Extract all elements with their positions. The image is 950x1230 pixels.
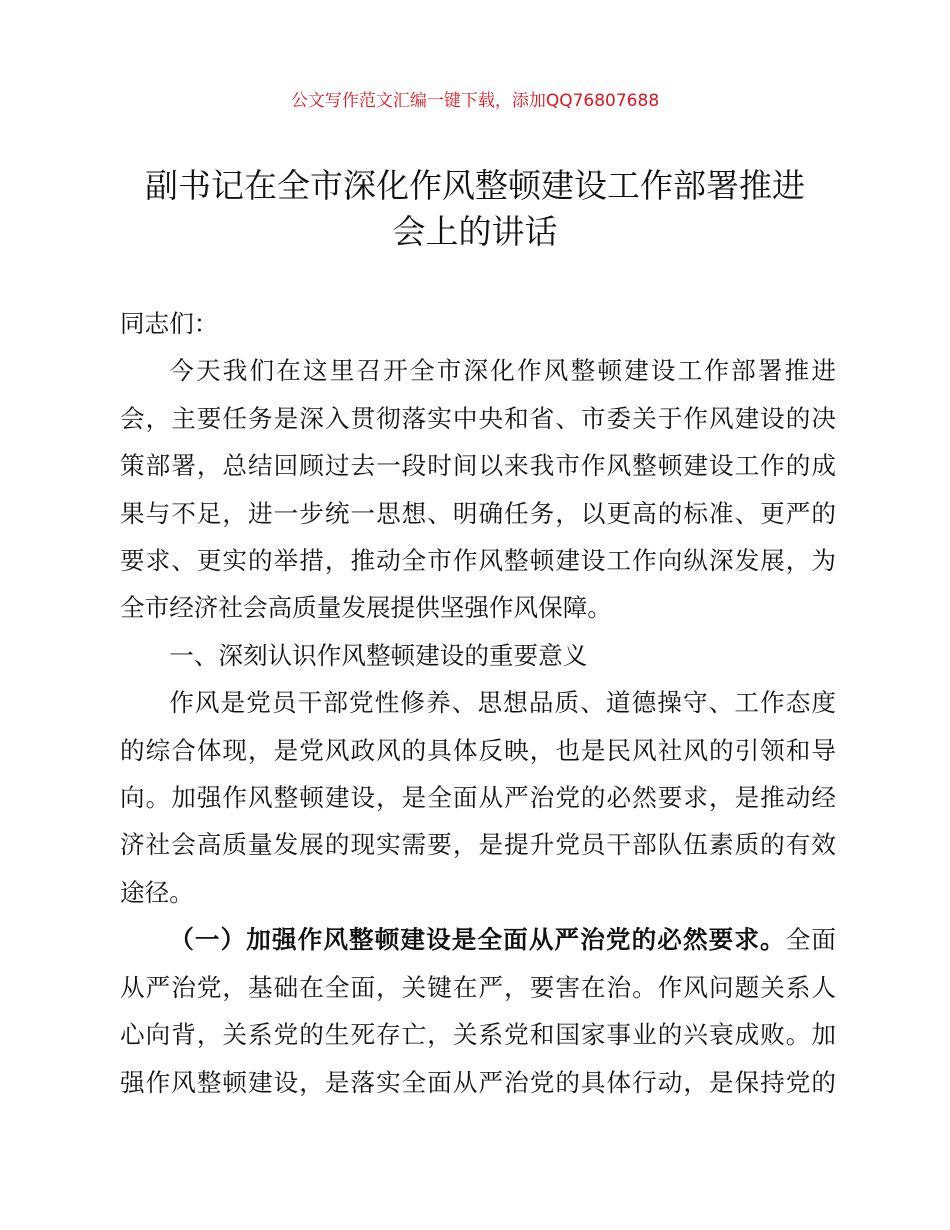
section-1-paragraph: [120, 679, 836, 916]
subsection-1-heading: （一）加强作风整顿建设是全面从严治党的必然要求。: [169, 925, 786, 955]
subsection-1-paragraph: [120, 916, 836, 1106]
text-line: 从严治党，基础在全面，关键在严，要害在治。作风问题关系人: [120, 972, 836, 1002]
lead-tail: 全面: [785, 925, 836, 955]
intro-paragraph: [120, 347, 836, 631]
text-line: 向。加强作风整顿建设，是全面从严治党的必然要求，是推动经: [120, 783, 836, 813]
text-line: 心向背，关系党的生死存亡，关系党和国家事业的兴衰成败。加: [120, 1020, 836, 1050]
text-line: 今天我们在这里召开全市深化作风整顿建设工作部署推进: [169, 356, 836, 386]
text-line: 全市经济社会高质量发展提供坚强作风保障。: [120, 593, 612, 623]
document-title: [120, 163, 830, 255]
text-line: 会，主要任务是深入贯彻落实中央和省、市委关于作风建设的决: [120, 403, 836, 433]
salutation: 同志们：: [120, 309, 219, 338]
promo-banner[interactable]: 公文写作范文汇编一键下载，添加QQ76807688: [290, 91, 660, 111]
text-line: 果与不足，进一步统一思想、明确任务，以更高的标准、更严的: [120, 498, 836, 528]
title-line-1: 副书记在全市深化作风整顿建设工作部署推进: [145, 166, 805, 205]
title-line-2: 会上的讲话: [392, 212, 558, 251]
text-line: 途径。: [120, 877, 194, 907]
document-body: [120, 300, 836, 1106]
text-line: 要求、更实的举措，推动全市作风整顿建设工作向纵深发展，为: [120, 546, 836, 576]
heading-text: 一、深刻认识作风整顿建设的重要意义: [169, 640, 588, 670]
section-1-heading: [120, 632, 836, 679]
text-line: 强作风整顿建设，是落实全面从严治党的具体行动，是保持党的: [120, 1067, 836, 1097]
text-line: 策部署，总结回顾过去一段时间以来我市作风整顿建设工作的成: [120, 451, 836, 481]
text-line: 作风是党员干部党性修养、思想品质、道德操守、工作态度: [169, 688, 836, 718]
text-line: 济社会高质量发展的现实需要，是提升党员干部队伍素质的有效: [120, 830, 836, 860]
text-line: [120, 916, 836, 963]
text-line: 的综合体现，是党风政风的具体反映，也是民风社风的引领和导: [120, 735, 836, 765]
